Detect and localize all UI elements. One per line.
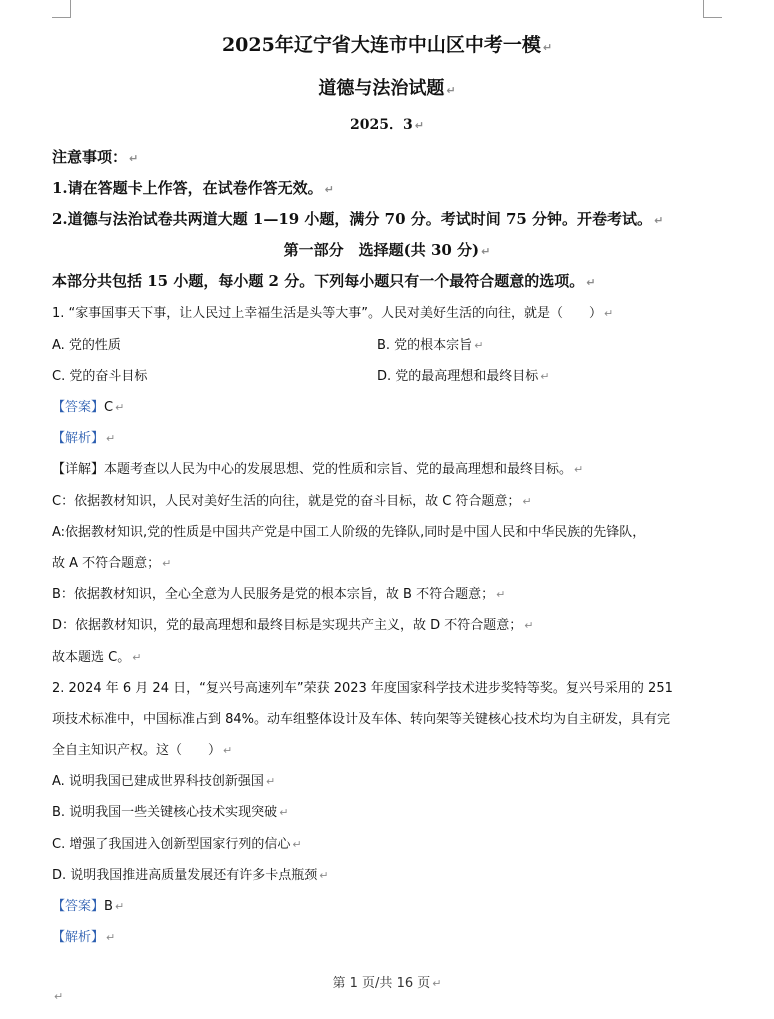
q1-option-c: C. 党的奋斗目标 <box>52 369 148 384</box>
q1-explain-a-2: 故 A 不符合题意； ↵ <box>52 556 172 571</box>
notice-item-1: 1.请在答题卡上作答，在试卷作答无效。 ↵ <box>52 179 334 197</box>
q1-conclusion: 故本题选 C。 ↵ <box>52 650 142 665</box>
q1-explain-a-1: A:依据教材知识,党的性质是中国共产党是中国工人阶级的先锋队,同时是中国人民和中华民族的先锋队， <box>52 525 646 540</box>
q1-explain-c: C：依据教材知识，人民对美好生活的向往，就是党的奋斗目标，故 C 符合题意； ↵ <box>52 494 532 509</box>
paragraph-mark: ↵ <box>54 990 64 1003</box>
part1-heading: 第一部分 选择题(共 30 分) ↵ <box>283 241 491 259</box>
q1-answer: 【答案】C ↵ <box>52 400 125 415</box>
notice-heading: 注意事项： ↵ <box>52 148 139 166</box>
notice-item-2: 2.道德与法治试卷共两道大题 1—19 小题，满分 70 分。考试时间 75 分钟。开卷考试。 ↵ <box>52 210 664 228</box>
page-footer: 第 1 页/共 16 页 ↵ <box>332 976 442 991</box>
q2-stem-1: 2. 2024 年 6 月 24 日，“复兴号高速列车”荣获 2023 年度国家科学技术进步奖特等奖。复兴号采用的 251 <box>52 681 673 696</box>
q2-stem-3: 全自主知识产权。这（ ） ↵ <box>52 743 233 758</box>
q1-option-b: B. 党的根本宗旨 ↵ <box>377 338 484 353</box>
q2-analysis-tag: 【解析】 ↵ <box>52 930 116 945</box>
document-title: 2025年辽宁省大连市中山区中考一模 ↵ <box>221 34 553 56</box>
part1-intro: 本部分共包括 15 小题，每小题 2 分。下列每小题只有一个最符合题意的选项。 ↵ <box>52 272 596 290</box>
margin-corner-right <box>703 0 722 18</box>
q1-option-d: D. 党的最高理想和最终目标 ↵ <box>377 369 550 384</box>
q1-stem: 1. “家事国事天下事，让人民过上幸福生活是头等大事”。人民对美好生活的向往，就是（ ） ↵ <box>52 306 614 321</box>
q1-option-a: A. 党的性质 <box>52 338 121 353</box>
q2-answer: 【答案】B ↵ <box>52 899 125 914</box>
q1-detail: 【详解】本题考查以人民为中心的发展思想、党的性质和宗旨、党的最高理想和最终目标。 ↵ <box>52 462 584 477</box>
margin-corner-left <box>52 0 71 18</box>
q1-analysis-tag: 【解析】 ↵ <box>52 431 116 446</box>
q2-stem-2: 项技术标准中，中国标准占到 84%。动车组整体设计及车体、转向架等关键核心技术均为自主研发，具有完 <box>52 712 671 727</box>
q1-explain-d: D：依据教材知识，党的最高理想和最终目标是实现共产主义，故 D 不符合题意； ↵ <box>52 618 534 633</box>
document-date: 2025．3 ↵ <box>350 117 424 133</box>
q2-option-d: D. 说明我国推进高质量发展还有许多卡点瓶颈 ↵ <box>52 868 329 883</box>
q2-option-c: C. 增强了我国进入创新型国家行列的信心 ↵ <box>52 837 302 852</box>
document-subtitle: 道德与法治试题 ↵ <box>318 78 456 99</box>
q2-option-a: A. 说明我国已建成世界科技创新强国 ↵ <box>52 774 276 789</box>
q1-explain-b: B：依据教材知识，全心全意为人民服务是党的根本宗旨，故 B 不符合题意； ↵ <box>52 587 506 602</box>
q2-option-b: B. 说明我国一些关键核心技术实现突破 ↵ <box>52 805 289 820</box>
